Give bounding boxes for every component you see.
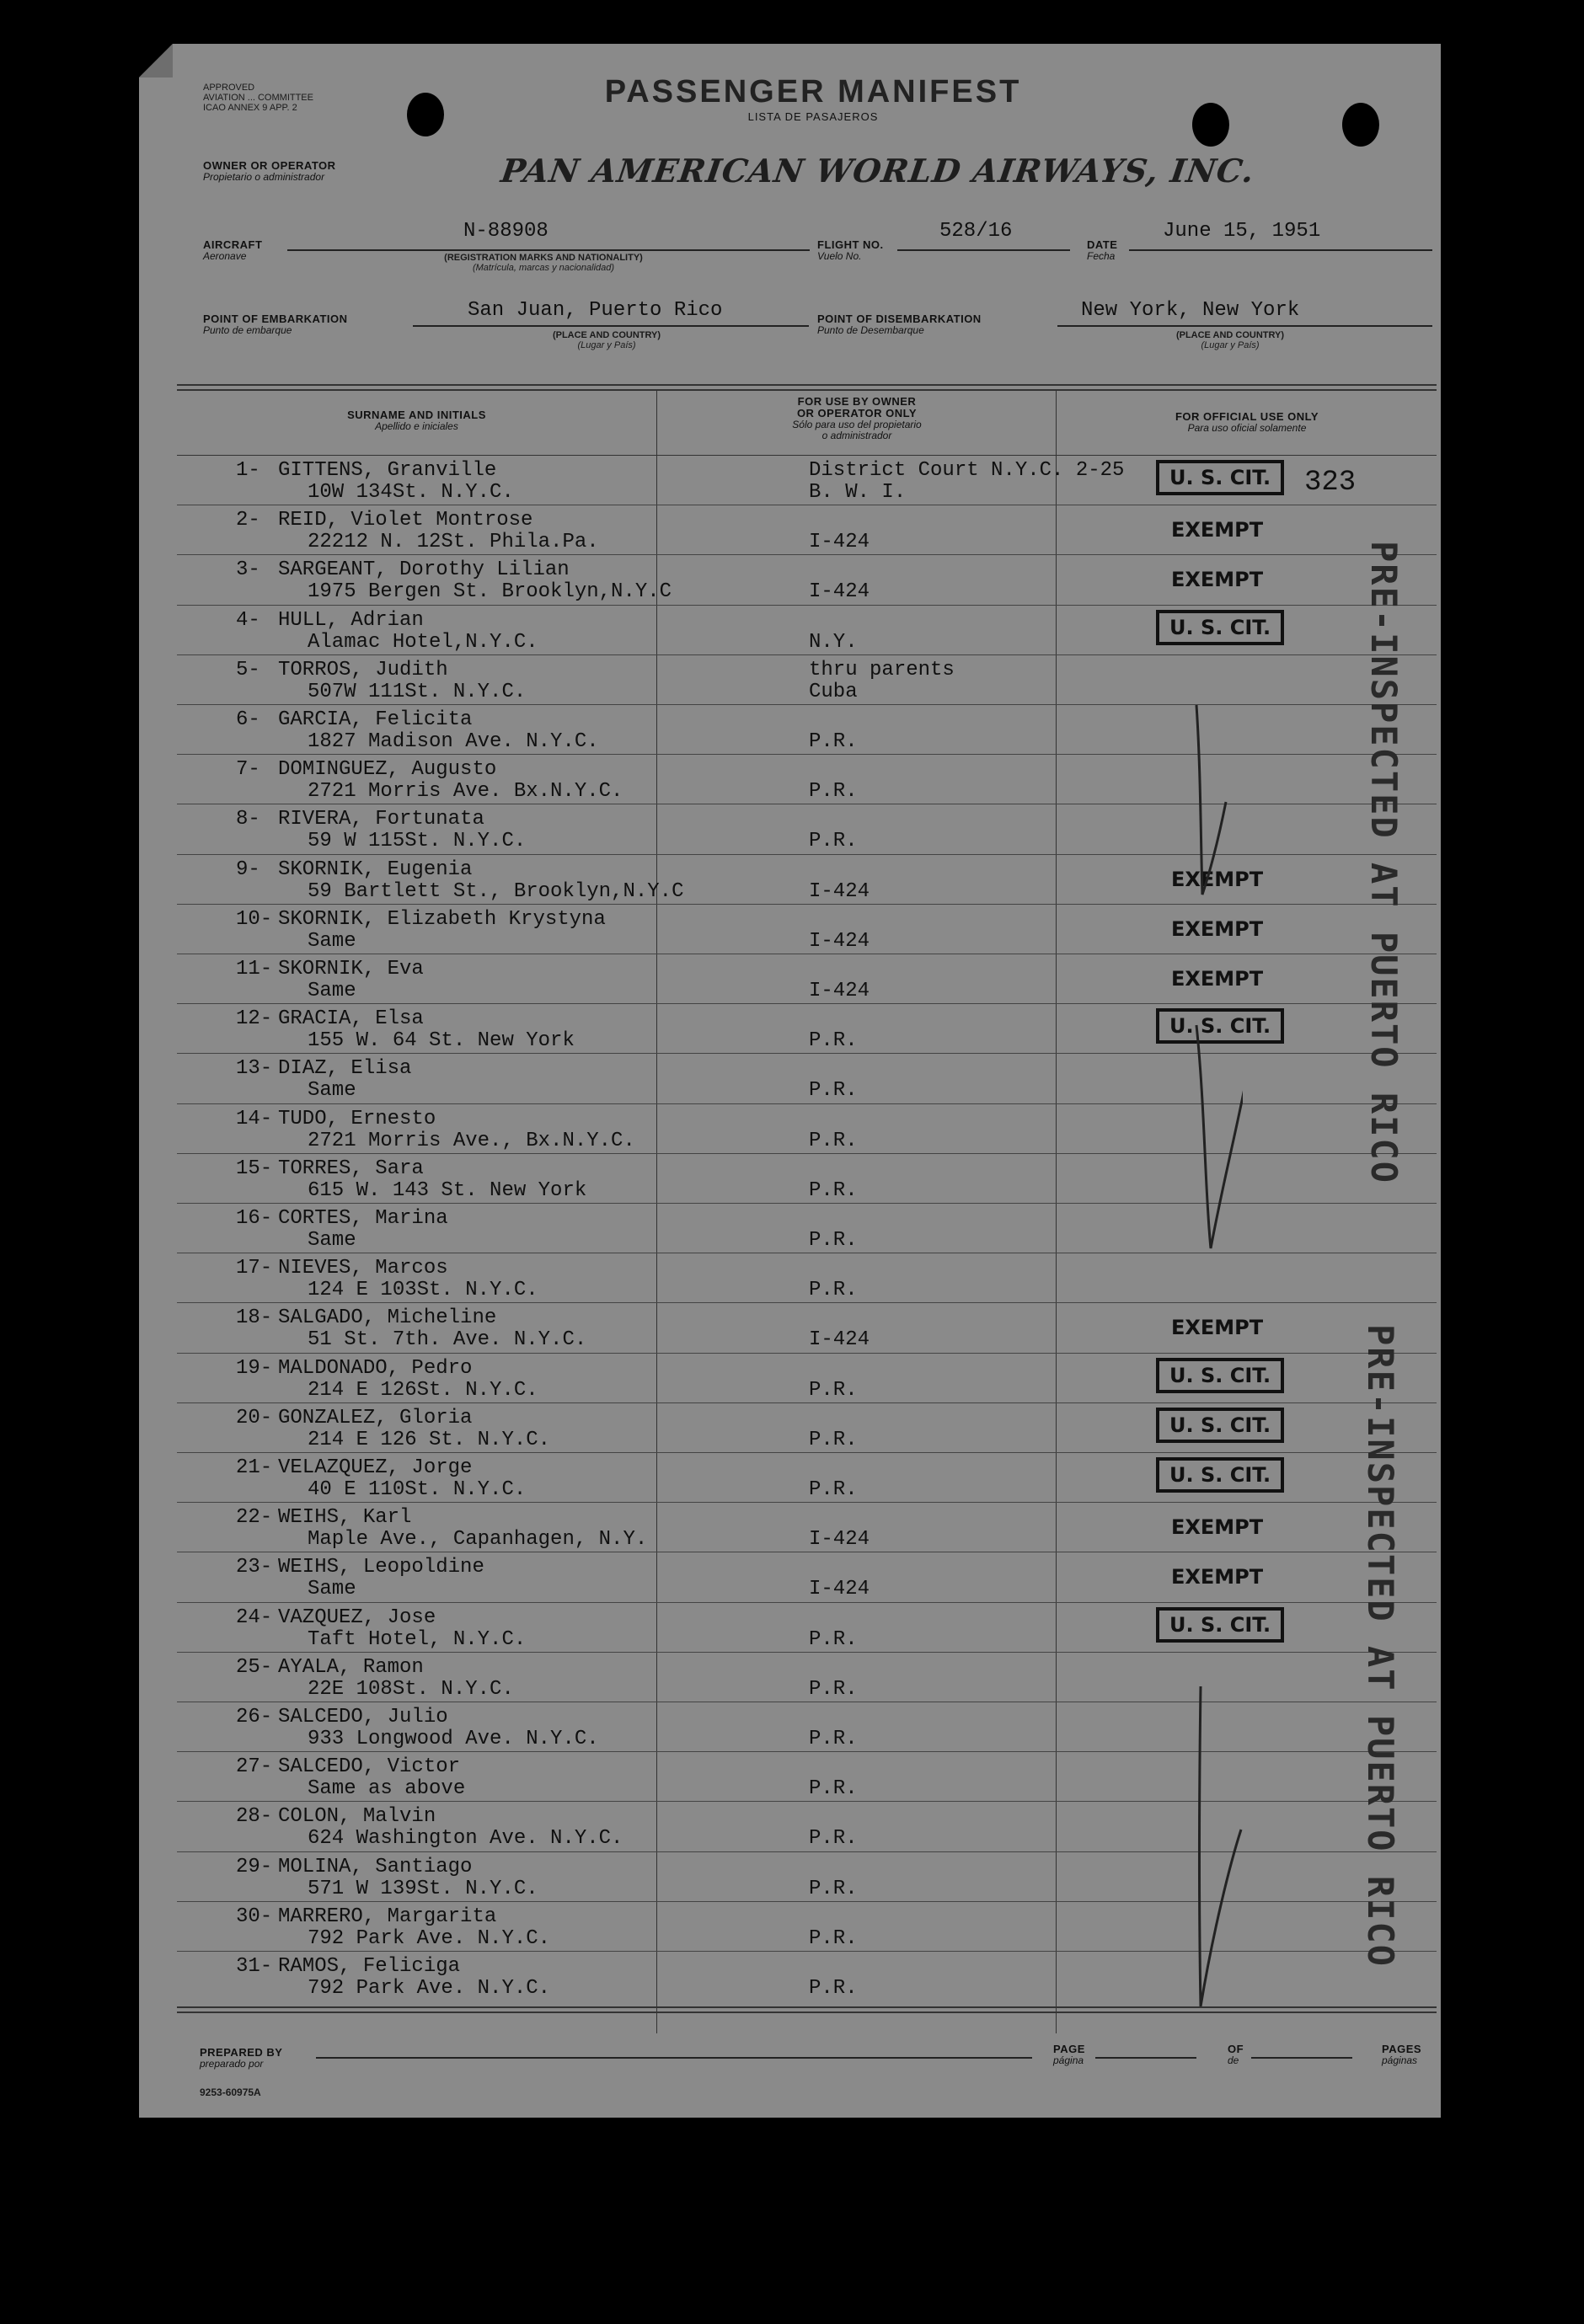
page-label-block: PAGE página bbox=[1053, 2043, 1085, 2066]
us-citizen-stamp: U. S. CIT. bbox=[1156, 1408, 1284, 1443]
passenger-row bbox=[177, 1604, 1437, 1654]
passenger-name: MARRERO, Margarita bbox=[278, 1905, 497, 1928]
passenger-address: 214 E 126 St. N.Y.C. bbox=[308, 1428, 551, 1451]
row-number: 7- bbox=[236, 758, 260, 782]
row-divider bbox=[177, 1203, 1437, 1204]
passenger-row bbox=[177, 1304, 1437, 1354]
disembark-sub: (PLACE AND COUNTRY) (Lugar y País) bbox=[1175, 330, 1285, 350]
passenger-name: VAZQUEZ, Jose bbox=[278, 1605, 436, 1629]
row-number: 4- bbox=[236, 608, 260, 632]
passenger-row bbox=[177, 856, 1437, 906]
owner-use-line2: I-424 bbox=[809, 1578, 870, 1601]
row-number: 15- bbox=[236, 1157, 273, 1180]
passenger-address: 792 Park Ave. N.Y.C. bbox=[308, 1926, 551, 1950]
row-number: 21- bbox=[236, 1456, 273, 1479]
exempt-stamp: EXEMPT bbox=[1171, 967, 1264, 991]
passenger-address: 2721 Morris Ave., Bx.N.Y.C. bbox=[308, 1129, 635, 1152]
owner-use-line2: P.R. bbox=[809, 730, 858, 753]
passenger-name: WEIHS, Leopoldine bbox=[278, 1556, 484, 1579]
row-number: 19- bbox=[236, 1356, 273, 1380]
row-number: 16- bbox=[236, 1207, 273, 1230]
passenger-row bbox=[177, 1404, 1437, 1455]
passenger-name: WEIHS, Karl bbox=[278, 1506, 412, 1530]
passenger-name: SALCEDO, Julio bbox=[278, 1706, 448, 1728]
exempt-stamp: EXEMPT bbox=[1171, 568, 1264, 592]
row-number: 9- bbox=[236, 857, 260, 881]
form-title-es: LISTA DE PASAJEROS bbox=[747, 110, 879, 123]
owner-use-line2: P.R. bbox=[809, 1877, 858, 1900]
aircraft-label-es: Aeronave bbox=[203, 250, 247, 262]
passenger-address: 40 E 110St. N.Y.C. bbox=[308, 1478, 527, 1501]
row-number: 18- bbox=[236, 1306, 273, 1330]
row-number: 28- bbox=[236, 1805, 273, 1829]
us-citizen-stamp: U. S. CIT. bbox=[1156, 1008, 1284, 1044]
row-divider bbox=[177, 1652, 1437, 1653]
us-citizen-stamp: U. S. CIT. bbox=[1156, 1358, 1284, 1393]
row-divider bbox=[177, 1302, 1437, 1303]
col-head-official: FOR OFFICIAL USE ONLY Para uso oficial solamente bbox=[1175, 410, 1319, 434]
passenger-row bbox=[177, 457, 1437, 507]
exempt-stamp: EXEMPT bbox=[1171, 1515, 1264, 1540]
preinspected-stamp-2: PRE-INSPECTED AT PUERTO RICO bbox=[1360, 1324, 1401, 1969]
passenger-name: SARGEANT, Dorothy Lilian bbox=[278, 558, 570, 582]
pages-label-block: PAGES páginas bbox=[1382, 2043, 1422, 2066]
form-code: 9253-60975A bbox=[200, 2086, 261, 2098]
embark-label-es: Punto de embarque bbox=[203, 324, 292, 336]
passenger-address: 615 W. 143 St. New York bbox=[308, 1178, 587, 1202]
passenger-row bbox=[177, 1354, 1437, 1405]
form-title: PASSENGER MANIFEST bbox=[604, 74, 1022, 110]
owner-use-line2: P.R. bbox=[809, 1129, 858, 1152]
row-number: 6- bbox=[236, 708, 260, 731]
passenger-name: GARCIA, Felicita bbox=[278, 708, 473, 731]
manifest-sheet bbox=[139, 44, 1441, 2118]
owner-use-line1: District Court N.Y.C. 2-25 bbox=[809, 459, 1125, 482]
row-number: 26- bbox=[236, 1706, 273, 1728]
flight-value: 528/16 bbox=[939, 220, 1013, 243]
passenger-address: 59 Bartlett St., Brooklyn,N.Y.C bbox=[308, 879, 684, 903]
owner-use-line2: Cuba bbox=[809, 680, 858, 703]
row-number: 22- bbox=[236, 1506, 273, 1530]
disembark-label: POINT OF DISEMBARKATION bbox=[817, 313, 982, 325]
passenger-row bbox=[177, 955, 1437, 1006]
owner-use-line2: P.R. bbox=[809, 780, 858, 804]
owner-use-line2: P.R. bbox=[809, 1229, 858, 1252]
row-number: 30- bbox=[236, 1905, 273, 1928]
exempt-stamp: EXEMPT bbox=[1171, 867, 1264, 891]
row-number: 23- bbox=[236, 1556, 273, 1579]
row-divider bbox=[177, 1353, 1437, 1354]
passenger-name: MALDONADO, Pedro bbox=[278, 1356, 473, 1380]
passenger-row bbox=[177, 1254, 1437, 1305]
passenger-address: 155 W. 64 St. New York bbox=[308, 1029, 575, 1053]
owner-use-line2: P.R. bbox=[809, 1428, 858, 1451]
row-divider bbox=[177, 1402, 1437, 1403]
row-number: 29- bbox=[236, 1855, 273, 1878]
owner-use-line2: P.R. bbox=[809, 1827, 858, 1851]
owner-use-line2: I-424 bbox=[809, 531, 870, 554]
row-number: 11- bbox=[236, 958, 273, 980]
passenger-name: TUDO, Ernesto bbox=[278, 1107, 436, 1130]
owner-value: PAN AMERICAN WORLD AIRWAYS, INC. bbox=[498, 152, 1258, 190]
passenger-name: VELAZQUEZ, Jorge bbox=[278, 1456, 473, 1479]
passenger-address: 933 Longwood Ave. N.Y.C. bbox=[308, 1728, 599, 1750]
passenger-row bbox=[177, 1005, 1437, 1055]
exempt-stamp: EXEMPT bbox=[1171, 916, 1264, 941]
row-number: 2- bbox=[236, 509, 260, 532]
owner-use-line2: P.R. bbox=[809, 1378, 858, 1402]
passenger-name: NIEVES, Marcos bbox=[278, 1257, 448, 1280]
passenger-name: SALCEDO, Victor bbox=[278, 1755, 461, 1779]
row-divider bbox=[177, 605, 1437, 606]
passenger-address: Same bbox=[308, 980, 356, 1002]
passenger-name: REID, Violet Montrose bbox=[278, 509, 533, 532]
title-block bbox=[577, 74, 1049, 123]
row-divider bbox=[177, 1901, 1437, 1902]
passenger-name: SKORNIK, Eugenia bbox=[278, 857, 473, 881]
passenger-name: CORTES, Marina bbox=[278, 1207, 448, 1230]
row-divider bbox=[177, 1951, 1437, 1952]
passenger-row bbox=[177, 1654, 1437, 1704]
owner-use-line2: N.Y. bbox=[809, 630, 858, 654]
passenger-name: COLON, Malvin bbox=[278, 1805, 436, 1829]
us-citizen-stamp: U. S. CIT. bbox=[1156, 610, 1284, 645]
passenger-address: Same bbox=[308, 1229, 356, 1252]
passenger-row bbox=[177, 1753, 1437, 1803]
passenger-name: SKORNIK, Eva bbox=[278, 958, 424, 980]
row-number: 13- bbox=[236, 1057, 273, 1081]
row-divider bbox=[177, 1003, 1437, 1004]
row-divider bbox=[177, 854, 1437, 855]
passenger-address: 2721 Morris Ave. Bx.N.Y.C. bbox=[308, 780, 623, 804]
passenger-row bbox=[177, 1903, 1437, 1953]
owner-use-line2: I-424 bbox=[809, 580, 870, 604]
row-divider bbox=[177, 904, 1437, 905]
passenger-name: GONZALEZ, Gloria bbox=[278, 1406, 473, 1429]
owner-use-line2: P.R. bbox=[809, 1926, 858, 1950]
passenger-address: Alamac Hotel,N.Y.C. bbox=[308, 630, 538, 654]
punch-hole bbox=[407, 93, 444, 136]
owner-use-line1: thru parents bbox=[809, 658, 955, 681]
row-divider bbox=[177, 1801, 1437, 1802]
aircraft-label-block bbox=[203, 239, 262, 262]
exempt-stamp: EXEMPT bbox=[1171, 518, 1264, 542]
passenger-name: SKORNIK, Elizabeth Krystyna bbox=[278, 907, 606, 931]
row-number: 31- bbox=[236, 1955, 273, 1978]
us-citizen-stamp: U. S. CIT. bbox=[1156, 1457, 1284, 1493]
row-number: 1- bbox=[236, 459, 260, 482]
disembark-value: New York, New York bbox=[1081, 299, 1300, 322]
owner-use-line2: P.R. bbox=[809, 1079, 858, 1103]
row-divider bbox=[177, 704, 1437, 705]
owner-use-line2: P.R. bbox=[809, 1029, 858, 1053]
date-label-es: Fecha bbox=[1087, 250, 1116, 262]
passenger-address: Same bbox=[308, 1578, 356, 1601]
passenger-address: Same bbox=[308, 1079, 356, 1103]
passenger-row bbox=[177, 506, 1437, 557]
row-number: 25- bbox=[236, 1655, 273, 1679]
row-divider bbox=[177, 554, 1437, 555]
owner-use-line2: I-424 bbox=[809, 980, 870, 1002]
aircraft-label: AIRCRAFT bbox=[203, 238, 263, 251]
passenger-address: Same as above bbox=[308, 1777, 466, 1801]
owner-use-line2: P.R. bbox=[809, 1777, 858, 1801]
passenger-row bbox=[177, 1205, 1437, 1255]
owner-use-line2: P.R. bbox=[809, 1977, 858, 2000]
passenger-address: 792 Park Ave. N.Y.C. bbox=[308, 1977, 551, 2000]
passenger-address: Taft Hotel, N.Y.C. bbox=[308, 1627, 527, 1651]
passenger-row bbox=[177, 1803, 1437, 1853]
row-number: 8- bbox=[236, 808, 260, 831]
date-label: DATE bbox=[1087, 238, 1118, 251]
owner-label-es: Propietario o administrador bbox=[203, 171, 325, 183]
prepared-label-block: PREPARED BY preparado por bbox=[200, 2046, 283, 2070]
page-number: 323 bbox=[1304, 467, 1357, 499]
date-label-block bbox=[1087, 239, 1117, 262]
disembark-label-es: Punto de Desembarque bbox=[817, 324, 924, 336]
passenger-address: 214 E 126St. N.Y.C. bbox=[308, 1378, 538, 1402]
passenger-row bbox=[177, 1155, 1437, 1205]
owner-use-line2: P.R. bbox=[809, 1178, 858, 1202]
exempt-stamp: EXEMPT bbox=[1171, 1565, 1264, 1589]
passenger-row bbox=[177, 1553, 1437, 1604]
passenger-row bbox=[177, 906, 1437, 956]
row-number: 12- bbox=[236, 1007, 273, 1031]
row-number: 14- bbox=[236, 1107, 273, 1130]
passenger-name: MOLINA, Santiago bbox=[278, 1855, 473, 1878]
passenger-row bbox=[177, 1504, 1437, 1554]
row-number: 20- bbox=[236, 1406, 273, 1429]
passenger-address: 1827 Madison Ave. N.Y.C. bbox=[308, 730, 599, 753]
disembark-label-block bbox=[817, 313, 982, 336]
passenger-row bbox=[177, 1703, 1437, 1754]
passenger-name: AYALA, Ramon bbox=[278, 1655, 424, 1679]
owner-use-line2: I-424 bbox=[809, 929, 870, 953]
passenger-row bbox=[177, 756, 1437, 806]
us-citizen-stamp: U. S. CIT. bbox=[1156, 460, 1284, 495]
passenger-name: RIVERA, Fortunata bbox=[278, 808, 484, 831]
row-number: 27- bbox=[236, 1755, 273, 1779]
embark-label-block bbox=[203, 313, 348, 336]
passenger-name: DIAZ, Elisa bbox=[278, 1057, 412, 1081]
punch-hole bbox=[1342, 103, 1379, 147]
passenger-row bbox=[177, 656, 1437, 707]
aircraft-sub: (REGISTRATION MARKS AND NATIONALITY) (Matrícula, marcas y nacionalidad) bbox=[444, 253, 643, 273]
passenger-address: 22212 N. 12St. Phila.Pa. bbox=[308, 531, 599, 554]
us-citizen-stamp: U. S. CIT. bbox=[1156, 1607, 1284, 1643]
punch-hole bbox=[1192, 103, 1229, 147]
passenger-row bbox=[177, 706, 1437, 756]
passenger-row bbox=[177, 1953, 1437, 2003]
row-divider bbox=[177, 1103, 1437, 1104]
row-number: 5- bbox=[236, 658, 260, 681]
row-divider bbox=[177, 1053, 1437, 1054]
preinspected-stamp-1: PRE-INSPECTED AT PUERTO RICO bbox=[1363, 541, 1405, 1185]
owner-use-line2: P.R. bbox=[809, 1627, 858, 1651]
row-divider bbox=[177, 654, 1437, 655]
row-divider bbox=[177, 1452, 1437, 1453]
embark-label: POINT OF EMBARKATION bbox=[203, 313, 348, 325]
owner-label-block bbox=[203, 160, 336, 183]
owner-use-line2: I-424 bbox=[809, 879, 870, 903]
date-value: June 15, 1951 bbox=[1163, 220, 1321, 243]
row-divider bbox=[177, 1153, 1437, 1154]
passenger-address: 624 Washington Ave. N.Y.C. bbox=[308, 1827, 623, 1851]
passenger-name: SALGADO, Micheline bbox=[278, 1306, 497, 1330]
owner-label: OWNER OR OPERATOR bbox=[203, 159, 336, 172]
row-number: 3- bbox=[236, 558, 260, 582]
passenger-address: 51 St. 7th. Ave. N.Y.C. bbox=[308, 1328, 587, 1352]
passenger-row bbox=[177, 1454, 1437, 1504]
owner-use-line2: B. W. I. bbox=[809, 481, 907, 504]
passenger-name: GITTENS, Granville bbox=[278, 459, 497, 482]
passenger-address: Maple Ave., Capanhagen, N.Y. bbox=[308, 1528, 648, 1552]
passenger-name: HULL, Adrian bbox=[278, 608, 424, 632]
passenger-address: 1975 Bergen St. Brooklyn,N.Y.C bbox=[308, 580, 672, 604]
owner-use-line2: P.R. bbox=[809, 1279, 858, 1302]
row-divider bbox=[177, 754, 1437, 755]
passenger-name: GRACIA, Elsa bbox=[278, 1007, 424, 1031]
row-number: 17- bbox=[236, 1257, 273, 1280]
passenger-name: DOMINGUEZ, Augusto bbox=[278, 758, 497, 782]
aircraft-value: N-88908 bbox=[463, 220, 549, 243]
passenger-name: RAMOS, Feliciga bbox=[278, 1955, 461, 1978]
passenger-address: 22E 108St. N.Y.C. bbox=[308, 1677, 514, 1701]
checkmark-lines bbox=[1116, 667, 1243, 2057]
approval-note: APPROVED AVIATION ... COMMITTEE ICAO ANNEX 9 APP. 2 bbox=[203, 83, 313, 113]
passenger-row bbox=[177, 805, 1437, 856]
passenger-address: 507W 111St. N.Y.C. bbox=[308, 680, 527, 703]
embark-value: San Juan, Puerto Rico bbox=[468, 299, 723, 322]
owner-use-line2: I-424 bbox=[809, 1528, 870, 1552]
passenger-row bbox=[177, 556, 1437, 606]
passenger-address: 124 E 103St. N.Y.C. bbox=[308, 1279, 538, 1302]
passenger-address: Same bbox=[308, 929, 356, 953]
row-divider bbox=[177, 1502, 1437, 1503]
owner-use-line2: P.R. bbox=[809, 1478, 858, 1501]
passenger-row bbox=[177, 1105, 1437, 1156]
passenger-row bbox=[177, 1853, 1437, 1904]
row-divider bbox=[177, 1751, 1437, 1752]
owner-use-line2: I-424 bbox=[809, 1328, 870, 1352]
of-label-block: OF de bbox=[1228, 2043, 1244, 2066]
col-head-name: SURNAME AND INITIALS Apellido e iniciales bbox=[347, 409, 486, 432]
passenger-address: 59 W 115St. N.Y.C. bbox=[308, 830, 527, 853]
passenger-address: 571 W 139St. N.Y.C. bbox=[308, 1877, 538, 1900]
passenger-name: TORRES, Sara bbox=[278, 1157, 424, 1180]
exempt-stamp: EXEMPT bbox=[1171, 1316, 1264, 1340]
flight-label-es: Vuelo No. bbox=[817, 250, 862, 262]
passenger-address: 10W 134St. N.Y.C. bbox=[308, 481, 514, 504]
owner-use-line2: P.R. bbox=[809, 1677, 858, 1701]
row-number: 24- bbox=[236, 1605, 273, 1629]
passenger-name: TORROS, Judith bbox=[278, 658, 448, 681]
flight-label-block bbox=[817, 239, 884, 262]
folded-corner bbox=[139, 44, 173, 77]
flight-label: FLIGHT NO. bbox=[817, 238, 884, 251]
owner-use-line2: P.R. bbox=[809, 1728, 858, 1750]
passenger-row bbox=[177, 1055, 1437, 1105]
row-divider bbox=[177, 1602, 1437, 1603]
row-divider bbox=[177, 1851, 1437, 1852]
passenger-row bbox=[177, 606, 1437, 657]
owner-use-line2: P.R. bbox=[809, 830, 858, 853]
row-number: 10- bbox=[236, 907, 273, 931]
col-head-owner: FOR USE BY OWNER OR OPERATOR ONLY Sólo para uso del propietario o administrador bbox=[792, 395, 922, 441]
embark-sub: (PLACE AND COUNTRY) (Lugar y País) bbox=[552, 330, 661, 350]
